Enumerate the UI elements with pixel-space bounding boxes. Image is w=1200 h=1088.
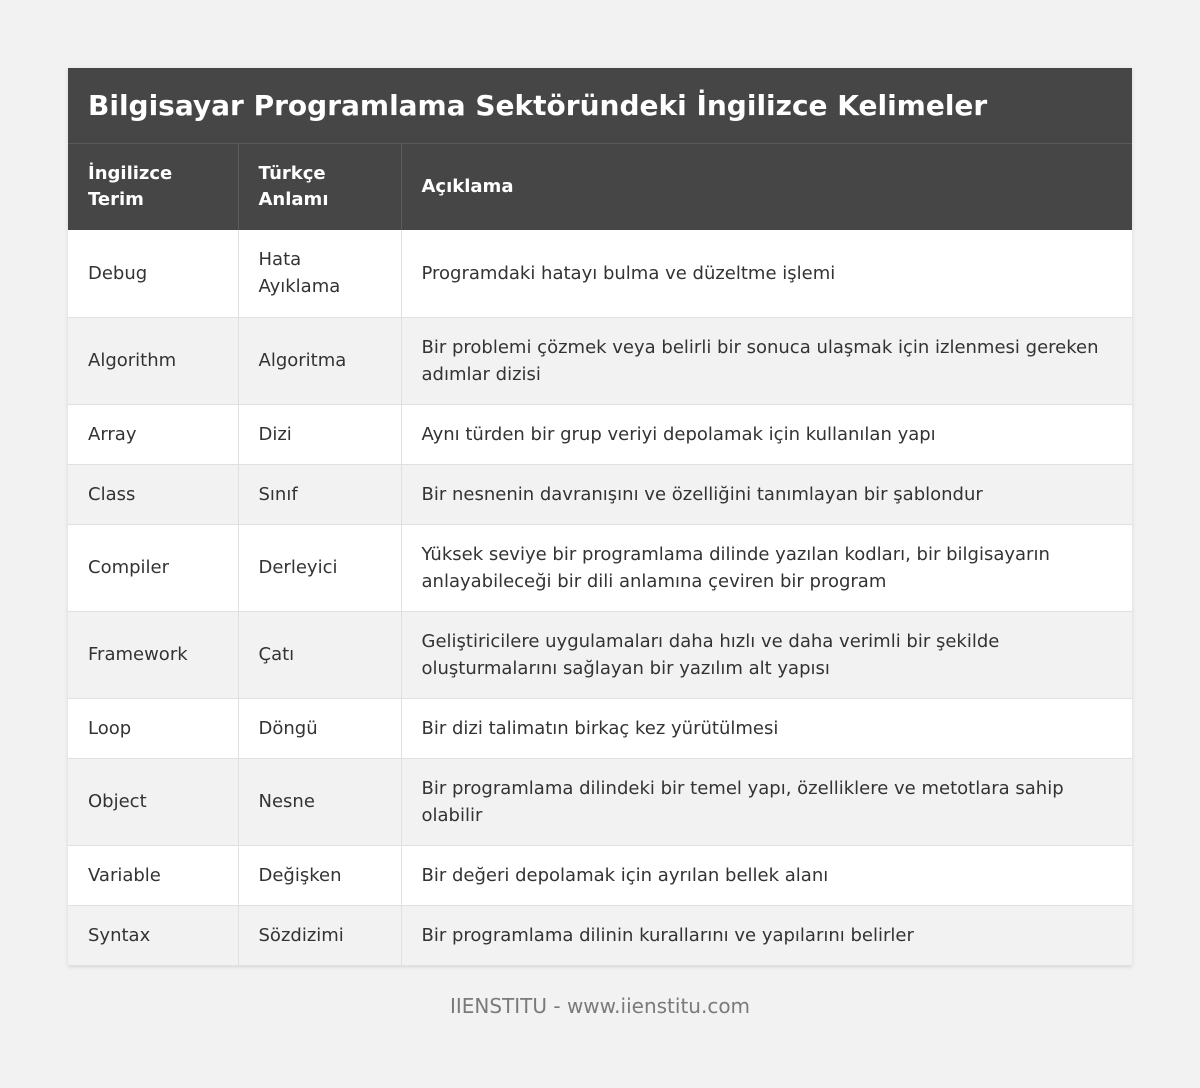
turkish-cell: Döngü <box>238 698 401 758</box>
header-row <box>68 144 1132 230</box>
description-cell: Bir değeri depolamak için ayrılan bellek alanı <box>401 845 1132 905</box>
table-row <box>68 611 1132 698</box>
terms-table <box>68 144 1132 966</box>
term-cell: Framework <box>68 611 238 698</box>
column-header-term: İngilizce Terim <box>68 144 238 230</box>
turkish-cell: Sözdizimi <box>238 905 401 965</box>
table-row <box>68 698 1132 758</box>
term-cell: Class <box>68 464 238 524</box>
turkish-cell: Algoritma <box>238 317 401 404</box>
table-row <box>68 404 1132 464</box>
term-cell: Array <box>68 404 238 464</box>
term-cell: Variable <box>68 845 238 905</box>
table-row <box>68 464 1132 524</box>
footer-credit: IIENSTITU - www.iienstitu.com <box>449 994 751 1018</box>
turkish-cell: Çatı <box>238 611 401 698</box>
column-header-turkish: Türkçe Anlamı <box>238 144 401 230</box>
column-header-description: Açıklama <box>401 144 1132 230</box>
description-cell: Bir programlama dilindeki bir temel yapı, özelliklere ve metotlara sahip olabilir <box>401 758 1132 845</box>
description-cell: Aynı türden bir grup veriyi depolamak için kullanılan yapı <box>401 404 1132 464</box>
table-row <box>68 905 1132 965</box>
description-cell: Geliştiricilere uygulamaları daha hızlı ve daha verimli bir şekilde oluşturmalarını sağlayan bir yazılım alt yapısı <box>401 611 1132 698</box>
description-cell: Bir dizi talimatın birkaç kez yürütülmesi <box>401 698 1132 758</box>
table-row <box>68 524 1132 611</box>
turkish-cell: Dizi <box>238 404 401 464</box>
turkish-cell: Hata Ayıklama <box>238 230 401 317</box>
turkish-cell: Nesne <box>238 758 401 845</box>
terms-card <box>68 68 1132 966</box>
table-row <box>68 317 1132 404</box>
turkish-cell: Derleyici <box>238 524 401 611</box>
term-cell: Debug <box>68 230 238 317</box>
turkish-cell: Değişken <box>238 845 401 905</box>
description-cell: Bir nesnenin davranışını ve özelliğini tanımlayan bir şablondur <box>401 464 1132 524</box>
table-row <box>68 230 1132 317</box>
description-cell: Bir problemi çözmek veya belirli bir sonuca ulaşmak için izlenmesi gereken adımlar dizisi <box>401 317 1132 404</box>
description-cell: Yüksek seviye bir programlama dilinde yazılan kodları, bir bilgisayarın anlayabileceği bir dili anlamına çeviren bir program <box>401 524 1132 611</box>
description-cell: Programdaki hatayı bulma ve düzeltme işlemi <box>401 230 1132 317</box>
table-title: Bilgisayar Programlama Sektöründeki İngilizce Kelimeler <box>88 89 988 122</box>
table-row <box>68 845 1132 905</box>
term-cell: Algorithm <box>68 317 238 404</box>
table-title-bar <box>68 68 1132 144</box>
term-cell: Syntax <box>68 905 238 965</box>
term-cell: Compiler <box>68 524 238 611</box>
description-cell: Bir programlama dilinin kurallarını ve yapılarını belirler <box>401 905 1132 965</box>
term-cell: Object <box>68 758 238 845</box>
term-cell: Loop <box>68 698 238 758</box>
table-row <box>68 758 1132 845</box>
turkish-cell: Sınıf <box>238 464 401 524</box>
